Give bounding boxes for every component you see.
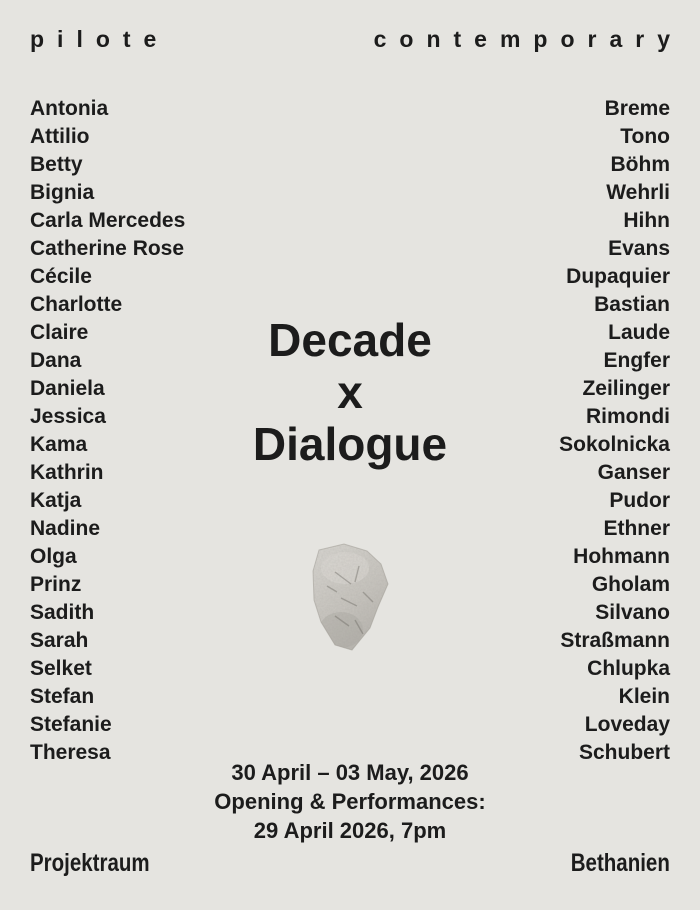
artist-last-name: Hohmann	[573, 545, 670, 568]
event-opening-label: Opening & Performances:	[214, 789, 486, 814]
footer	[0, 849, 700, 878]
exhibition-title	[0, 314, 700, 470]
artist-last-name: Rimondi	[586, 405, 670, 428]
artist-first-name: Sarah	[30, 629, 89, 652]
artist-last-name: Evans	[608, 237, 670, 260]
artist-last-name: Tono	[620, 125, 670, 148]
artist-first-name: Claire	[30, 321, 89, 344]
artist-last-name: Engfer	[603, 349, 670, 372]
artist-last-name: Ganser	[597, 461, 670, 484]
stone-image	[311, 542, 395, 654]
artist-first-name: Katja	[30, 489, 82, 512]
wordmark-pilote: pilote	[30, 26, 170, 52]
artist-last-name: Klein	[618, 685, 670, 708]
artist-last-name: Gholam	[591, 573, 670, 596]
artist-first-name: Sadith	[30, 601, 95, 624]
artist-last-name: Straßmann	[560, 629, 670, 652]
event-dates	[0, 758, 700, 845]
artist-last-name: Breme	[604, 97, 670, 120]
artist-last-name: Loveday	[584, 713, 670, 736]
artist-first-name: Selket	[30, 657, 92, 680]
artist-first-name: Dana	[30, 349, 82, 372]
artist-last-name: Laude	[608, 321, 670, 344]
artist-first-name: Theresa	[30, 741, 111, 764]
artist-last-name: Böhm	[610, 153, 670, 176]
artist-last-name: Wehrli	[606, 181, 670, 204]
artist-first-name: Catherine Rose	[30, 237, 185, 260]
footer-projektraum: Projektraum	[30, 849, 150, 877]
artist-first-name: Nadine	[30, 517, 101, 540]
artist-first-name: Daniela	[30, 377, 105, 400]
artist-first-name: Attilio	[30, 125, 90, 148]
artist-first-name: Stefan	[30, 685, 95, 708]
artist-last-name: Pudor	[609, 489, 670, 512]
event-date-range: 30 April – 03 May, 2026	[231, 760, 469, 785]
artist-last-name: Chlupka	[587, 657, 670, 680]
artist-first-name: Betty	[30, 153, 83, 176]
artist-last-name: Schubert	[578, 741, 670, 764]
event-opening-datetime: 29 April 2026, 7pm	[253, 818, 447, 843]
wordmark-contemporary: contemporary	[373, 26, 683, 52]
artist-first-name: Kama	[30, 433, 88, 456]
artist-last-name: Sokolnicka	[559, 433, 670, 456]
artist-first-name: Jessica	[30, 405, 106, 428]
title-line-1: Decade	[268, 314, 432, 366]
artist-first-name: Charlotte	[30, 293, 123, 316]
artist-first-name: Stefanie	[30, 713, 112, 736]
artist-first-name: Antonia	[30, 97, 109, 120]
title-line-2: Dialogue	[252, 418, 448, 470]
artist-last-name: Silvano	[595, 601, 670, 624]
artist-last-name: Zeilinger	[582, 377, 670, 400]
artist-last-name: Bastian	[594, 293, 670, 316]
artist-first-name: Cécile	[30, 265, 92, 288]
artist-first-name: Bignia	[30, 181, 95, 204]
header	[0, 26, 700, 53]
artist-first-name: Olga	[30, 545, 77, 568]
artist-last-name: Dupaquier	[566, 265, 670, 288]
artist-first-name: Kathrin	[30, 461, 104, 484]
artist-last-name: Ethner	[603, 517, 670, 540]
artist-first-name: Prinz	[30, 573, 82, 596]
artist-first-name: Carla Mercedes	[30, 209, 186, 232]
title-line-x: x	[337, 366, 363, 418]
footer-bethanien: Bethanien	[570, 849, 670, 877]
artist-last-name: Hihn	[623, 209, 670, 232]
